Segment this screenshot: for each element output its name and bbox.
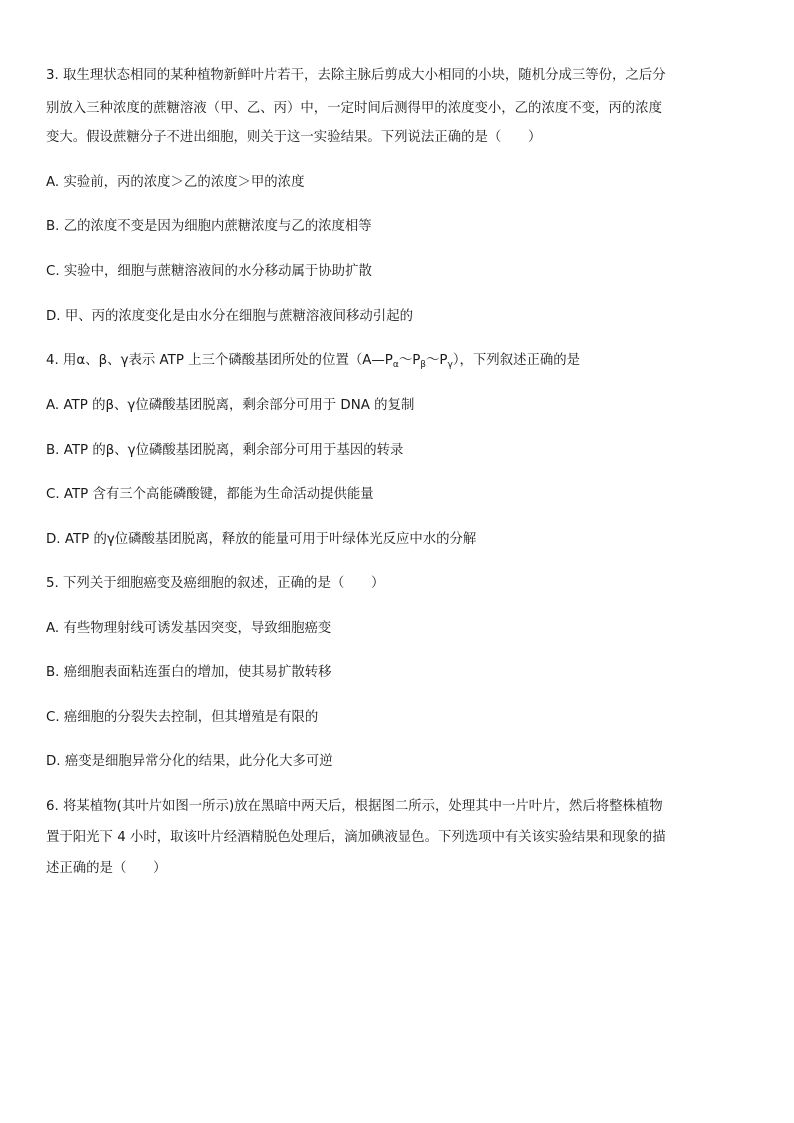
q3-stem-line-3: 变大。假设蔗糖分子不进出细胞，则关于这一实验结果。下列说法正确的是（ ） — [46, 130, 542, 145]
q5-option-d: D. 癌变是细胞异常分化的结果，此分化大多可逆 — [46, 754, 333, 769]
q4-sep-1: ～P — [398, 353, 421, 368]
q4-option-c: C. ATP 含有三个高能磷酸键，都能为生命活动提供能量 — [46, 487, 374, 502]
q6-stem-line-2: 置于阳光下 4 小时，取该叶片经酒精脱色处理后，滴加碘液显色。下列选项中有关该实验结果和现象的描 — [46, 830, 666, 845]
q4-stem-suffix: ），下列叙述正确的是 — [452, 353, 581, 368]
q4-sub-beta: β — [420, 360, 427, 370]
q4-stem — [46, 351, 754, 371]
q3-option-c: C. 实验中，细胞与蔗糖溶液间的水分移动属于协助扩散 — [46, 264, 372, 279]
q3-option-b: B. 乙的浓度不变是因为细胞内蔗糖浓度与乙的浓度相等 — [46, 219, 372, 234]
q3-stem-line-2: 别放入三种浓度的蔗糖溶液（甲、乙、丙）中，一定时间后测得甲的浓度变小，乙的浓度不变，丙的浓度 — [46, 101, 662, 116]
q5-option-b: B. 癌细胞表面粘连蛋白的增加，使其易扩散转移 — [46, 665, 332, 680]
q4-option-b: B. ATP 的β、γ位磷酸基团脱离，剩余部分可用于基因的转录 — [46, 443, 404, 458]
q3-option-d: D. 甲、丙的浓度变化是由水分在细胞与蔗糖溶液间移动引起的 — [46, 309, 413, 324]
q4-sub-gamma: γ — [447, 360, 453, 370]
q3-stem-line-1: 3. 取生理状态相同的某种植物新鲜叶片若干，去除主脉后剪成大小相同的小块，随机分成三等份，之后分 — [46, 68, 666, 83]
q4-stem-prefix: 4. 用α、β、γ表示 ATP 上三个磷酸基团所处的位置（A—P — [46, 353, 393, 368]
q6-stem-line-3: 述正确的是（ ） — [46, 861, 167, 876]
q5-option-a: A. 有些物理射线可诱发基因突变，导致细胞癌变 — [46, 621, 332, 636]
q5-stem: 5. 下列关于细胞癌变及癌细胞的叙述，正确的是（ ） — [46, 576, 385, 591]
q6-stem-line-1: 6. 将某植物(其叶片如图一所示)放在黑暗中两天后，根据图二所示，处理其中一片叶片，然后将整株植物 — [46, 799, 663, 814]
q3-option-a: A. 实验前，丙的浓度＞乙的浓度＞甲的浓度 — [46, 175, 305, 190]
q4-sep-2: ～P — [426, 353, 448, 368]
q5-option-c: C. 癌细胞的分裂失去控制，但其增殖是有限的 — [46, 710, 319, 725]
q4-option-a: A. ATP 的β、γ位磷酸基团脱离，剩余部分可用于 DNA 的复制 — [46, 398, 415, 413]
q4-option-d: D. ATP 的γ位磷酸基团脱离，释放的能量可用于叶绿体光反应中水的分解 — [46, 532, 477, 547]
q4-sub-alpha: α — [392, 360, 399, 370]
